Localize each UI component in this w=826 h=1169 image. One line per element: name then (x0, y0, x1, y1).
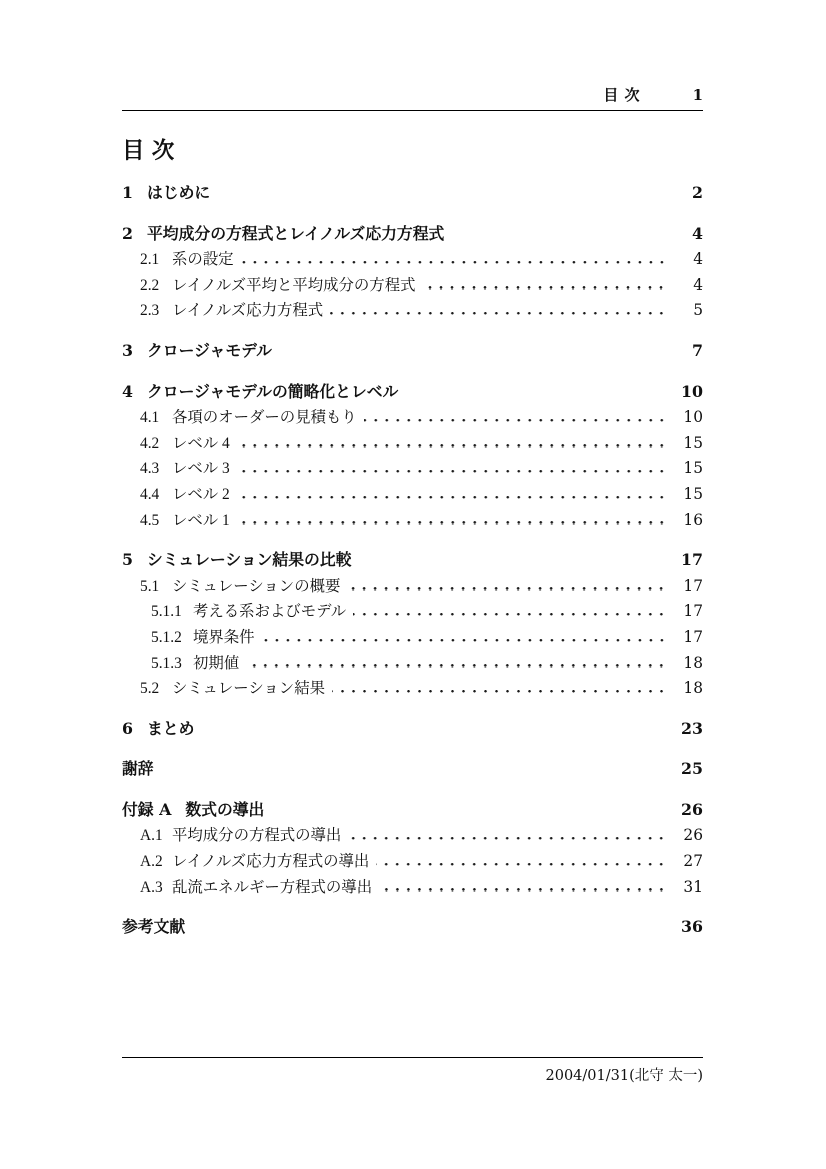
toc-entry-label: 各項のオーダーの見積もり (172, 409, 357, 427)
toc-entry (122, 823, 703, 849)
spacer (217, 195, 667, 198)
dot-leader (237, 521, 667, 524)
toc-entry-label: レイノルズ応力方程式 (172, 302, 324, 320)
toc-entry (122, 651, 703, 677)
dot-leader (241, 261, 667, 264)
toc-entry-number: 5.2 (140, 680, 160, 698)
toc-entry (122, 798, 703, 824)
dot-leader (353, 613, 667, 616)
toc-entry-page: 10 (681, 381, 703, 401)
toc-entry (122, 676, 703, 702)
toc-entry-page: 4 (693, 250, 703, 269)
spacer (358, 562, 667, 565)
dot-leader (237, 444, 667, 447)
toc-entry-label: シミュレーション結果 (172, 680, 325, 698)
toc-entry (122, 482, 703, 508)
toc-entry-label: 境界条件 (193, 628, 255, 646)
toc-entry-number: 3 (122, 340, 133, 360)
toc-entry (122, 339, 703, 365)
toc-entry (122, 717, 703, 743)
toc-entry-page: 27 (683, 852, 703, 871)
toc-entry (122, 222, 703, 248)
toc-title: 目 次 (122, 138, 175, 163)
toc-entry (122, 380, 703, 406)
toc-entry-page: 23 (681, 718, 703, 738)
toc-entry (122, 181, 703, 207)
toc-entry-number: 付録 A (122, 799, 172, 819)
dot-leader (237, 470, 667, 473)
toc-entry-label: レイノルズ平均と平均成分の方程式 (172, 276, 416, 294)
toc-entry-label: クロージャモデル (147, 342, 272, 360)
toc-entry-label: 系の設定 (172, 251, 234, 269)
page-footer (122, 1057, 703, 1085)
page-header (122, 84, 703, 111)
toc-entry-page: 17 (681, 550, 703, 570)
toc-entry-label: レベル 1 (172, 511, 230, 529)
toc-entry-label: 平均成分の方程式の導出 (172, 827, 342, 845)
toc-entry-label: クロージャモデルの簡略化とレベル (147, 383, 399, 401)
toc-entry (122, 247, 703, 273)
toc-entry-label: レベル 3 (172, 460, 230, 478)
toc-entry-page: 31 (683, 877, 703, 896)
toc-entry-page: 2 (692, 183, 703, 202)
toc-entry (122, 574, 703, 600)
toc-entry-page: 26 (681, 799, 703, 819)
toc-entry-page: 18 (683, 653, 703, 672)
spacer (271, 811, 667, 814)
toc-entry-page: 5 (693, 301, 703, 320)
toc-entry-number: 4 (122, 381, 133, 401)
toc-entry-page: 18 (683, 679, 703, 698)
toc-entry-label: はじめに (147, 185, 211, 202)
toc-entry-number: A.2 (140, 853, 163, 871)
toc-entry (122, 431, 703, 457)
dot-leader (246, 664, 667, 667)
toc-entry-number: 5.1 (140, 577, 160, 595)
toc-entry (122, 508, 703, 534)
toc-entry-number: 5.1.3 (151, 654, 182, 672)
toc-entry (122, 875, 703, 901)
toc-entry-label: シミュレーションの概要 (172, 577, 341, 595)
dot-leader (237, 496, 667, 499)
toc-entry-page: 26 (683, 826, 703, 845)
toc-entry-number: 4.3 (140, 460, 160, 478)
toc-entry (122, 456, 703, 482)
dot-leader (348, 837, 667, 840)
toc-entry-label: 乱流エネルギー方程式の導出 (172, 878, 373, 896)
toc-entry-page: 7 (692, 340, 703, 360)
toc-entry (122, 548, 703, 574)
toc-entry-page: 17 (683, 602, 703, 621)
toc-entry-label: シミュレーション結果の比較 (147, 552, 352, 570)
toc-entry-number: 2 (122, 223, 133, 243)
table-of-contents (122, 136, 703, 941)
dot-leader (262, 639, 667, 642)
toc-entry-page: 36 (681, 917, 703, 937)
toc-entry-page: 17 (683, 627, 703, 646)
spacer (192, 929, 667, 932)
spacer (405, 393, 667, 396)
toc-entry (122, 599, 703, 625)
toc-entry-number: 4.4 (140, 485, 160, 503)
toc-entry-number: 5 (122, 550, 133, 570)
toc-entry-page: 16 (683, 510, 703, 529)
spacer (451, 235, 667, 238)
toc-entry (122, 405, 703, 431)
dot-leader (347, 587, 667, 590)
toc-entry-label: レイノルズ応力方程式の導出 (172, 853, 370, 871)
toc-entry-label: 謝辞 (122, 761, 154, 779)
toc-entry-label: 参考文献 (122, 919, 186, 937)
toc-entry-label: 初期値 (193, 654, 240, 672)
toc-entry-number: 2.2 (140, 276, 160, 294)
toc-entry (122, 849, 703, 875)
toc-entry (122, 273, 703, 299)
toc-entry-number: 4.5 (140, 511, 160, 529)
toc-entry (122, 757, 703, 783)
dot-leader (379, 888, 667, 891)
footer-date-author: 2004/01/31(北守 太一) (545, 1068, 703, 1084)
toc-entry-label: 数式の導出 (185, 801, 265, 819)
dot-leader (364, 419, 667, 422)
toc-entry-number: 5.1.2 (151, 628, 182, 646)
toc-entry-label: レベル 4 (172, 434, 230, 452)
toc-entry-number: 5.1.1 (151, 603, 182, 621)
running-head-page-number: 1 (692, 86, 703, 104)
dot-leader (330, 312, 667, 315)
toc-entry-label: 平均成分の方程式とレイノルズ応力方程式 (147, 225, 445, 243)
toc-entry (122, 915, 703, 941)
toc-entry-number: 1 (122, 183, 133, 202)
toc-entry-number: 2.3 (140, 302, 160, 320)
toc-list (122, 181, 703, 941)
toc-entry-label: まとめ (147, 720, 195, 738)
running-head-title: 目 次 (603, 87, 641, 104)
toc-entry-page: 4 (692, 223, 703, 243)
spacer (279, 353, 667, 356)
toc-entry-page: 4 (693, 275, 703, 294)
toc-entry-number: 4.1 (140, 409, 160, 427)
toc-entry-page: 15 (683, 484, 703, 503)
toc-entry-label: レベル 2 (172, 485, 230, 503)
spacer (161, 771, 667, 774)
toc-entry-page: 15 (683, 459, 703, 478)
toc-entry (122, 625, 703, 651)
toc-entry-page: 17 (683, 576, 703, 595)
dot-leader (332, 690, 667, 693)
toc-entry-number: A.1 (140, 827, 163, 845)
toc-entry-number: 6 (122, 718, 133, 738)
dot-leader (376, 863, 667, 866)
toc-entry-page: 25 (681, 759, 703, 779)
dot-leader (422, 286, 667, 289)
toc-entry-number: A.3 (140, 878, 163, 896)
toc-entry-page: 15 (683, 433, 703, 452)
spacer (201, 730, 667, 733)
toc-entry-number: 4.2 (140, 434, 160, 452)
toc-entry-label: 考える系およびモデル (193, 603, 347, 621)
toc-entry (122, 298, 703, 324)
toc-entry-page: 10 (683, 408, 703, 427)
toc-entry-number: 2.1 (140, 251, 160, 269)
